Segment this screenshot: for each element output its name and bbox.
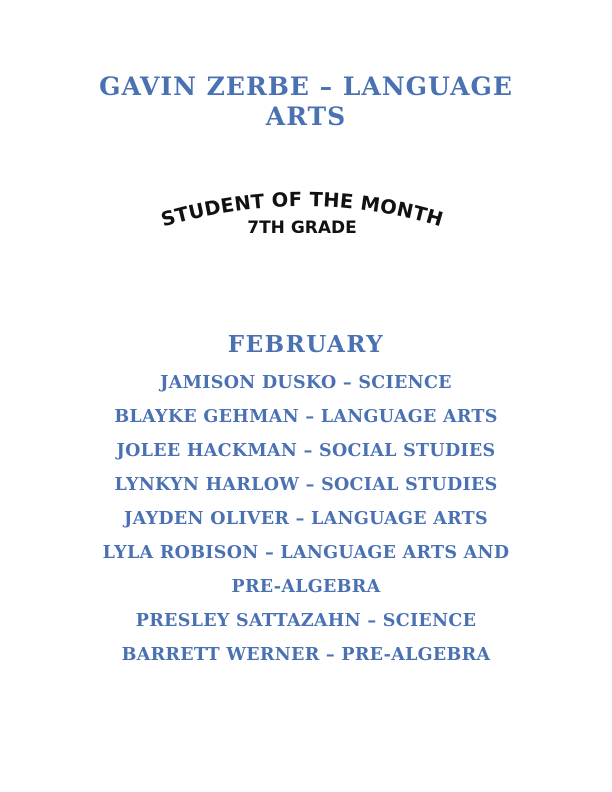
list-item: JAYDEN OLIVER – LANGUAGE ARTS [124, 509, 488, 529]
list-item: JOLEE HACKMAN – SOCIAL STUDIES [116, 441, 496, 461]
student-of-the-month-wordart [0, 188, 612, 248]
list-item: BLAYKE GEHMAN – LANGUAGE ARTS [114, 407, 498, 427]
list-item: PRESLEY SATTAZAHN – SCIENCE [135, 611, 477, 631]
list-item: LYLA ROBISON – LANGUAGE ARTS AND [102, 543, 510, 563]
month-heading: FEBRUARY [227, 331, 385, 358]
top-heading: GAVIN ZERBE – LANGUAGE ARTS [99, 72, 513, 131]
list-item: JAMISON DUSKO – SCIENCE [160, 373, 452, 393]
student-list [40, 366, 572, 672]
list-item: LYNKYN HARLOW – SOCIAL STUDIES [114, 475, 498, 495]
list-item: BARRETT WERNER – PRE-ALGEBRA [121, 645, 491, 665]
wordart-line1-text: STUDENT OF THE MONTH [158, 187, 446, 232]
list-item: PRE-ALGEBRA [231, 577, 381, 597]
wordart-line2: 7TH GRADE [247, 218, 357, 238]
